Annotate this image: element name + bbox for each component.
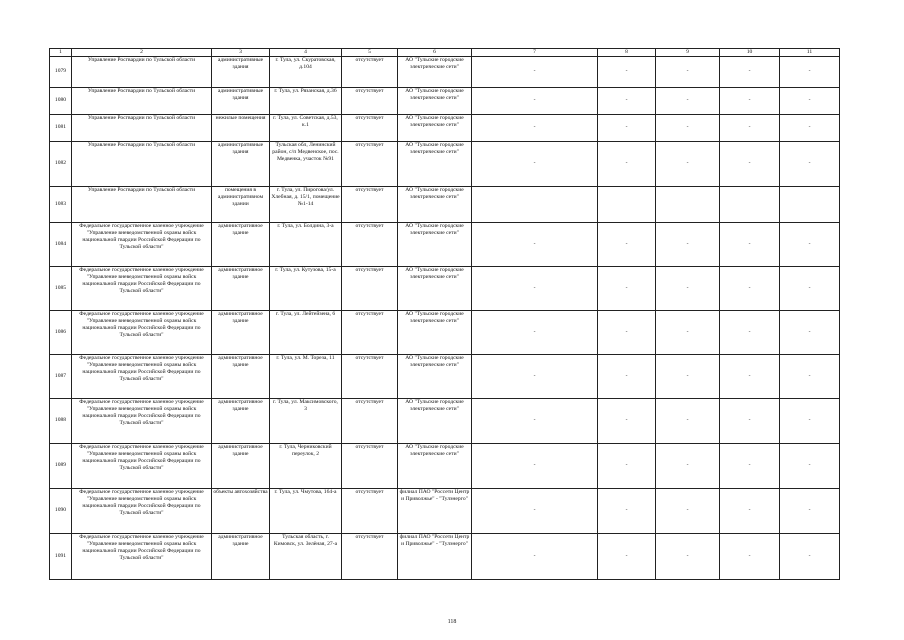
column-9-value <box>720 187 780 223</box>
table-row <box>50 115 840 142</box>
organization-name: Управление Росгвардии по Тульской области <box>72 57 212 88</box>
column-6-value: - <box>472 355 598 399</box>
column-8-value: - <box>656 311 720 355</box>
column-8-value <box>656 187 720 223</box>
column-9-value: - <box>720 489 780 534</box>
column-10-value: - <box>780 311 840 355</box>
column-9-value: - <box>720 57 780 88</box>
column-number: 1 <box>50 49 72 57</box>
organization-name: Федеральное государственное казенное учреждение "Управление вневедомственной охраны войск национальной гвардии Российской Федерации по Тульской области" <box>72 355 212 399</box>
organization-name: Управление Росгвардии по Тульской области <box>72 88 212 115</box>
column-8-value: - <box>656 355 720 399</box>
status-value: отсутствует <box>342 444 398 489</box>
column-10-value: - <box>780 355 840 399</box>
column-9-value: - <box>720 142 780 187</box>
status-value: отсутствует <box>342 534 398 580</box>
column-6-value: - <box>472 534 598 580</box>
status-value: отсутствует <box>342 355 398 399</box>
organization-name: Федеральное государственное казенное учреждение "Управление вневедомственной охраны войск национальной гвардии Российской Федерации по Тульской области" <box>72 399 212 444</box>
column-8-value: - <box>656 223 720 267</box>
column-9-value: - <box>720 267 780 311</box>
network-provider: АО "Тульские городские электрические сети" <box>398 115 472 142</box>
column-number: 5 <box>342 49 398 57</box>
column-8-value: - <box>656 115 720 142</box>
column-7-value: - <box>598 444 656 489</box>
column-9-value: - <box>720 88 780 115</box>
status-value: отсутствует <box>342 115 398 142</box>
column-7-value: - <box>598 355 656 399</box>
column-6-value: - <box>472 311 598 355</box>
status-value: отсутствует <box>342 187 398 223</box>
table-row <box>50 88 840 115</box>
table-row <box>50 142 840 187</box>
column-9-value: - <box>720 399 780 444</box>
object-address: г. Тула, ул. Пирогова/ул. Хлебная, д. 15/1, помещение №1-14 <box>270 187 342 223</box>
column-6-value: - <box>472 223 598 267</box>
object-address: г. Тула, ул. Кутузова, 15-а <box>270 267 342 311</box>
status-value: отсутствует <box>342 267 398 311</box>
object-type: помещения в административном здании <box>212 187 270 223</box>
column-10-value: - <box>780 489 840 534</box>
column-9-value: - <box>720 534 780 580</box>
object-address: г. Тула, ул. Скуратовская, д.104 <box>270 57 342 88</box>
object-type: административное здание <box>212 399 270 444</box>
column-9-value: - <box>720 311 780 355</box>
organization-name: Федеральное государственное казенное учреждение "Управление вневедомственной охраны войск национальной гвардии Российской Федерации по Тульской области" <box>72 267 212 311</box>
column-10-value: - <box>780 57 840 88</box>
network-provider: АО "Тульские городские электрические сети" <box>398 57 472 88</box>
network-provider: АО "Тульские городские электрические сети" <box>398 187 472 223</box>
row-number: 1089 <box>50 444 72 489</box>
object-address: г. Тула, Черниковский переулок, 2 <box>270 444 342 489</box>
row-number: 1091 <box>50 534 72 580</box>
column-7-value: - <box>598 489 656 534</box>
table-row <box>50 355 840 399</box>
column-7-value: - <box>598 534 656 580</box>
network-provider: АО "Тульские городские электрические сети" <box>398 444 472 489</box>
column-8-value: - <box>656 534 720 580</box>
table-row <box>50 187 840 223</box>
column-7-value: - <box>598 399 656 444</box>
status-value: отсутствует <box>342 142 398 187</box>
column-7-value: - <box>598 88 656 115</box>
column-number: 4 <box>270 49 342 57</box>
object-type: административные здания <box>212 57 270 88</box>
table-row <box>50 444 840 489</box>
network-provider: АО "Тульские городские электрические сети" <box>398 142 472 187</box>
organization-name: Управление Росгвардии по Тульской области <box>72 115 212 142</box>
column-6-value: - <box>472 399 598 444</box>
column-number: 2 <box>72 49 212 57</box>
column-8-value: - <box>656 267 720 311</box>
column-6-value: - <box>472 88 598 115</box>
object-type: административные здания <box>212 88 270 115</box>
row-number: 1082 <box>50 142 72 187</box>
column-8-value: - <box>656 142 720 187</box>
column-10-value: - <box>780 534 840 580</box>
table-body <box>50 49 840 580</box>
organization-name: Федеральное государственное казенное учреждение "Управление вневедомственной охраны войск национальной гвардии Российской Федерации по Тульской области" <box>72 534 212 580</box>
row-number: 1084 <box>50 223 72 267</box>
status-value: отсутствует <box>342 57 398 88</box>
column-6-value: - <box>472 444 598 489</box>
object-type: административное здание <box>212 267 270 311</box>
row-number: 1083 <box>50 187 72 223</box>
column-10-value: - <box>780 142 840 187</box>
object-type: нежилые помещения <box>212 115 270 142</box>
column-6-value: - <box>472 142 598 187</box>
column-7-value <box>598 187 656 223</box>
row-number: 1079 <box>50 57 72 88</box>
column-number: 9 <box>656 49 720 57</box>
row-number: 1085 <box>50 267 72 311</box>
column-9-value: - <box>720 115 780 142</box>
row-number: 1088 <box>50 399 72 444</box>
object-type: административное здание <box>212 311 270 355</box>
column-7-value: - <box>598 115 656 142</box>
status-value: отсутствует <box>342 311 398 355</box>
column-10-value: - <box>780 267 840 311</box>
column-6-value: - <box>472 57 598 88</box>
object-address: г. Тула, ул. Максимовского, 3 <box>270 399 342 444</box>
row-number: 1087 <box>50 355 72 399</box>
table-row <box>50 223 840 267</box>
row-number: 1086 <box>50 311 72 355</box>
column-7-value: - <box>598 311 656 355</box>
network-provider: АО "Тульские городские электрические сети" <box>398 267 472 311</box>
object-type: объекты автохозяйства <box>212 489 270 534</box>
status-value: отсутствует <box>342 223 398 267</box>
network-provider: АО "Тульские городские электрические сети" <box>398 311 472 355</box>
network-provider: филиал ПАО "Россети Центр и Приволжье" - "Тулэнерго" <box>398 489 472 534</box>
column-8-value: - <box>656 88 720 115</box>
organization-name: Федеральное государственное казенное учреждение "Управление вневедомственной охраны войск национальной гвардии Российской Федерации по Тульской области" <box>72 223 212 267</box>
status-value: отсутствует <box>342 88 398 115</box>
network-provider: АО "Тульские городские электрические сети" <box>398 399 472 444</box>
table-row <box>50 311 840 355</box>
object-address: Тульская обл, Ленинский район, с/п Медвенское, пос. Медвенка, участок №91 <box>270 142 342 187</box>
column-10-value: - <box>780 399 840 444</box>
column-6-value: - <box>472 115 598 142</box>
column-7-value: - <box>598 223 656 267</box>
column-8-value: - <box>656 399 720 444</box>
network-provider: филиал ПАО "Россети Центр и Приволжье" - "Тулэнерго" <box>398 534 472 580</box>
organization-name: Федеральное государственное казенное учреждение "Управление вневедомственной охраны войск национальной гвардии Российской Федерации по Тульской области" <box>72 311 212 355</box>
organization-name: Федеральное государственное казенное учреждение "Управление вневедомственной охраны войск национальной гвардии Российской Федерации по Тульской области" <box>72 489 212 534</box>
column-6-value <box>472 187 598 223</box>
column-8-value: - <box>656 489 720 534</box>
column-10-value: - <box>780 223 840 267</box>
object-address: г. Тула, ул. Чмутова, 164-а <box>270 489 342 534</box>
table-row <box>50 399 840 444</box>
column-number: 10 <box>720 49 780 57</box>
column-7-value: - <box>598 267 656 311</box>
column-7-value: - <box>598 142 656 187</box>
column-10-value: - <box>780 444 840 489</box>
column-9-value: - <box>720 223 780 267</box>
column-8-value: - <box>656 57 720 88</box>
object-address: г. Тула, ул. Болдина, 3-а <box>270 223 342 267</box>
organization-name: Управление Росгвардии по Тульской области <box>72 142 212 187</box>
organization-name: Управление Росгвардии по Тульской области <box>72 187 212 223</box>
row-number: 1090 <box>50 489 72 534</box>
column-6-value: - <box>472 489 598 534</box>
object-address: Тульская область, г. Кимовск, ул. Зелёная, 27-а <box>270 534 342 580</box>
table-row <box>50 534 840 580</box>
column-number-row <box>50 49 840 57</box>
object-address: г. Тула, ул. Лейтейзена, 6 <box>270 311 342 355</box>
column-9-value: - <box>720 355 780 399</box>
table-row <box>50 57 840 88</box>
row-number: 1080 <box>50 88 72 115</box>
column-number: 7 <box>472 49 598 57</box>
column-number: 8 <box>598 49 656 57</box>
network-provider: АО "Тульские городские электрические сети" <box>398 88 472 115</box>
table-row <box>50 489 840 534</box>
column-7-value: - <box>598 57 656 88</box>
object-type: административное здание <box>212 534 270 580</box>
object-type: административное здание <box>212 444 270 489</box>
object-type: административное здание <box>212 355 270 399</box>
status-value: отсутствует <box>342 399 398 444</box>
object-type: административные здания <box>212 142 270 187</box>
object-address: г. Тула, ул. М. Тореза, 11 <box>270 355 342 399</box>
object-type: административное здание <box>212 223 270 267</box>
network-provider: АО "Тульские городские электрические сети" <box>398 223 472 267</box>
column-9-value: - <box>720 444 780 489</box>
table-row <box>50 267 840 311</box>
column-10-value: - <box>780 88 840 115</box>
register-table <box>49 48 840 580</box>
object-address: г. Тула, ул. Рязанская, д.36 <box>270 88 342 115</box>
network-provider: АО "Тульские городские электрические сети" <box>398 355 472 399</box>
status-value: отсутствует <box>342 489 398 534</box>
row-number: 1081 <box>50 115 72 142</box>
column-10-value <box>780 187 840 223</box>
object-address: г. Тула, ул. Советская, д.53, к.1 <box>270 115 342 142</box>
column-number: 6 <box>398 49 472 57</box>
page-number: 118 <box>447 619 457 625</box>
organization-name: Федеральное государственное казенное учреждение "Управление вневедомственной охраны войск национальной гвардии Российской Федерации по Тульской области" <box>72 444 212 489</box>
column-number: 3 <box>212 49 270 57</box>
column-6-value: - <box>472 267 598 311</box>
column-number: 11 <box>780 49 840 57</box>
column-8-value: - <box>656 444 720 489</box>
column-10-value: - <box>780 115 840 142</box>
